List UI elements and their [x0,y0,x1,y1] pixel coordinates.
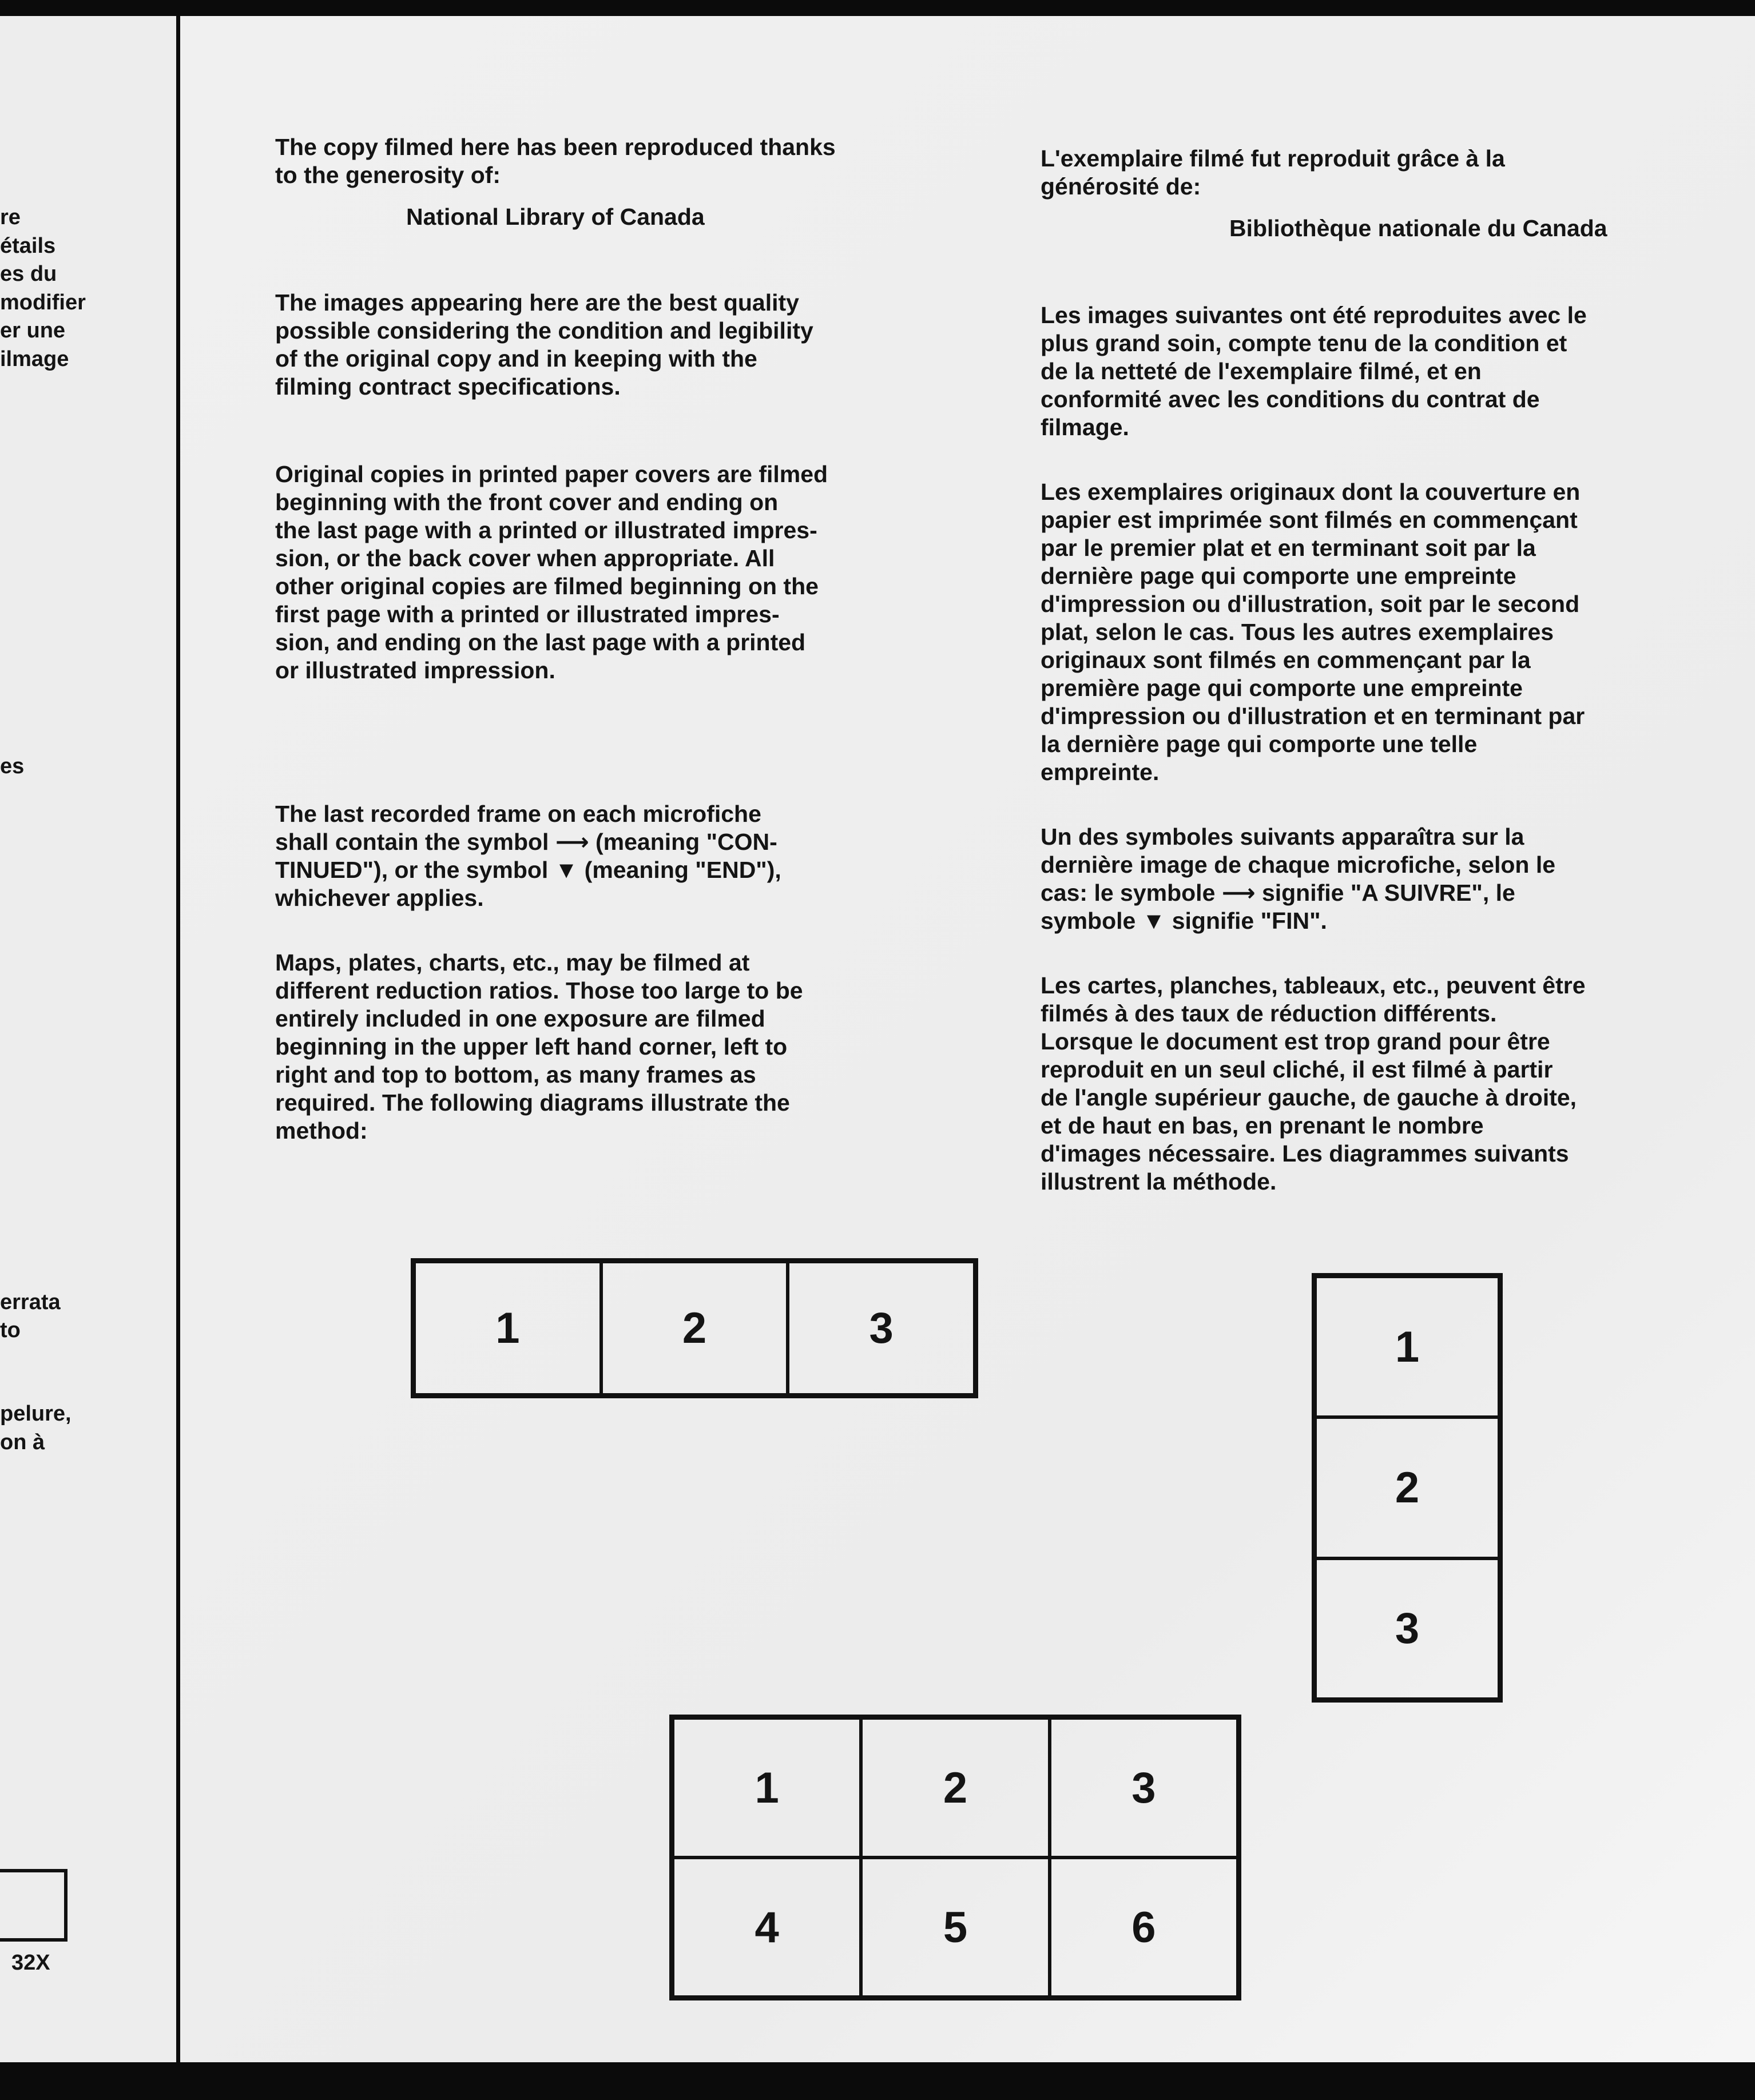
left-text-fragment: re [0,205,21,229]
diagram-cell: 1 [673,1718,861,1858]
diagram-cell: 2 [861,1718,1049,1858]
diagram-horizontal-three [411,1258,978,1398]
fr-symbols: Un des symboles suivants apparaîtra sur la dernière image de chaque microfiche, selon le cas: le symbole ⟶ signifie "A SUIVRE", le symbole ▼ signifie "FIN". [1041,824,1556,934]
en-covers: Original copies in printed paper covers are filmed beginning with the front cover and ending on the last page with a printed or illustrated impres- sion, or the back cover when appropriate. All other original copies are filmed beginning on the first page with a printed or illustrated impres- sion, and ending on the last page with a printed or illustrated impression. [275,461,828,683]
left-text-fragment: to [0,1318,21,1342]
en-thanks: The copy filmed here has been reproduced thanks to the generosity of: [275,134,836,188]
left-text-fragment: on à [0,1430,45,1454]
diagram-cell: 4 [673,1858,861,1997]
diagram-cell: 5 [861,1858,1049,1997]
filming-notice-page [180,16,1755,2062]
fr-library: Bibliothèque nationale du Canada [1229,215,1607,241]
en-library: National Library of Canada [406,204,705,230]
left-text-fragment: pelure, [0,1402,72,1426]
fr-quality: Les images suivantes ont été reproduites avec le plus grand soin, compte tenu de la condition et de la netteté de l'exemplaire filmé, et en conformité avec les conditions du contrat de filmage. [1041,302,1587,440]
left-text-fragment: ilmage [0,347,69,371]
fr-covers: Les exemplaires originaux dont la couverture en papier est imprimée sont filmés en commençant par le premier plat et en terminant soit par la dernière page qui comporte une empreinte d'impression ou d'illustration, soit par le second plat, selon le cas. Tous les autres exemplaires originaux sont filmés en commençant par la première page qui comporte une empreinte d'impression ou d'illustration et en terminant par la dernière page qui comporte une telle empreinte. [1041,479,1585,785]
left-text-fragment: modifier [0,291,86,315]
diagram-cell: 3 [1050,1718,1238,1858]
left-text-fragment: errata [0,1290,61,1314]
diagram-cell: 6 [1050,1858,1238,1997]
previous-page-fragment [0,16,176,2062]
fr-maps: Les cartes, planches, tableaux, etc., peuvent être filmés à des taux de réduction différents. Lorsque le document est trop grand pour être reproduit en un seul cliché, il est filmé à partir de l'angle supérieur gauche, de gauche à droite, et de haut en bas, en prenant le nombre d'images nécessaire. Les diagrammes suivants illustrent la méthode. [1041,972,1586,1195]
diagram-cell: 2 [1315,1417,1499,1558]
french-column [1041,145,1607,1196]
left-text-fragment: es du [0,262,57,286]
diagram-six-grid [669,1715,1241,2000]
fr-thanks: L'exemplaire filmé fut reproduit grâce à la générosité de: [1041,145,1505,200]
left-text-fragment: es [0,754,25,778]
left-text-fragment: étails [0,234,56,258]
en-quality: The images appearing here are the best quality possible considering the condition and legibility of the original copy and in keeping with the filming contract specifications. [275,289,813,400]
en-symbols: The last recorded frame on each microfiche shall contain the symbol ⟶ (meaning "CON- TINUED"), or the symbol ▼ (meaning "END"), whichever applies. [275,801,781,911]
diagram-cell: 1 [414,1262,601,1395]
resolution-target-box [0,1869,68,1942]
en-maps: Maps, plates, charts, etc., may be filmed at different reduction ratios. Those too large to be entirely included in one exposure are filmed beginning in the upper left hand corner, left to right and top to bottom, as many frames as required. The following diagrams illustrate the method: [275,949,803,1144]
english-column [275,133,836,1145]
left-text-fragment: er une [0,319,66,343]
resolution-label: 32X [11,1951,50,1975]
diagram-cell: 1 [1315,1276,1499,1417]
diagram-cell: 3 [1315,1558,1499,1699]
diagram-cell: 3 [788,1262,975,1395]
diagram-vertical-three [1312,1273,1503,1703]
diagram-cell: 2 [601,1262,788,1395]
